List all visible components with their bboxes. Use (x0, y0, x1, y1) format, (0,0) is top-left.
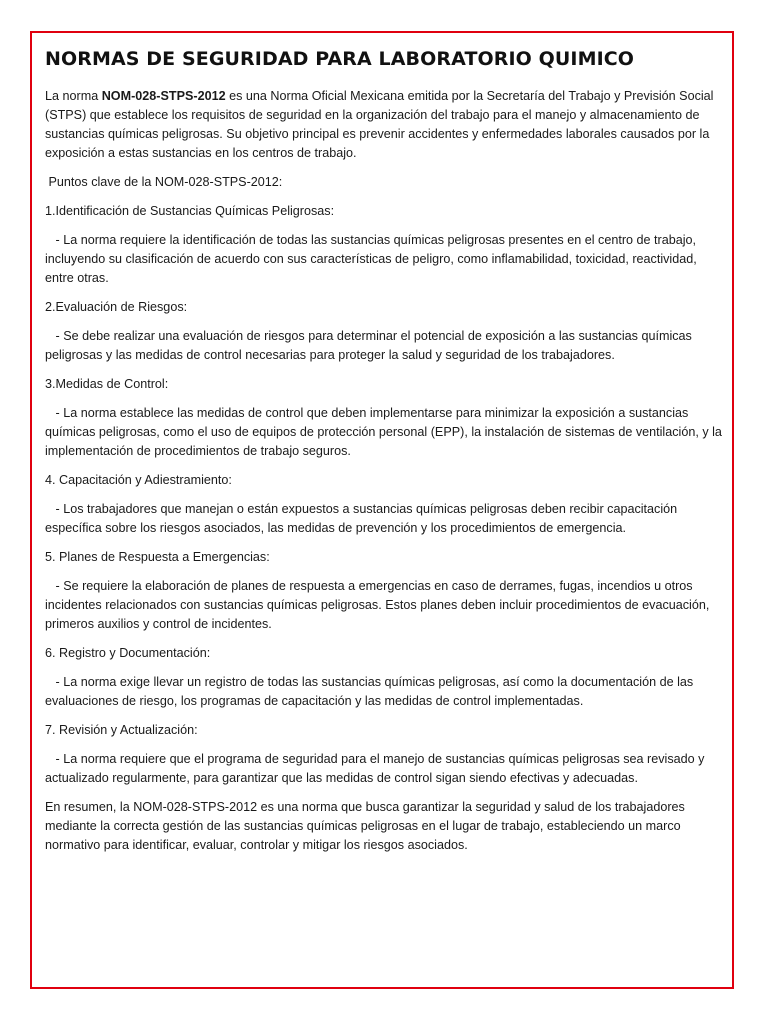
intro-prefix: La norma (45, 89, 102, 103)
intro-paragraph (45, 87, 725, 163)
section-5-text: - Se requiere la elaboración de planes de respuesta a emergencias en caso de derrames, fugas, incendios u otros incidentes relacionados con sustancias químicas peligrosas. Estos planes deben incluir procedimientos de evacuación, primeros auxilios y control de incidentes. (45, 579, 713, 631)
section-7-heading: 7. Revisión y Actualización: (45, 723, 198, 737)
section-4-heading: 4. Capacitación y Adiestramiento: (45, 473, 232, 487)
section-2-heading: 2.Evaluación de Riesgos: (45, 300, 188, 314)
section-4-text: - Los trabajadores que manejan o están expuestos a sustancias químicas peligrosas deben recibir capacitación específica sobre los riesgos asociados, las medidas de prevención y los procedimientos de emergencia. (45, 502, 681, 535)
section-6-text: - La norma exige llevar un registro de todas las sustancias químicas peligrosas, así como la documentación de las evaluaciones de riesgo, los programas de capacitación y las medidas de control implementadas. (45, 675, 697, 708)
intro-suffix: es una Norma Oficial Mexicana emitida por la Secretaría del Trabajo y Previsión Social (STPS) que establece los requisitos de seguridad en la organización del trabajo para el manejo y almacenamiento de sustancias químicas peligrosas. Su objetivo principal es prevenir accidentes y enfermedades laborales causados por la exposición a estas sustancias en los centros de trabajo. (45, 89, 714, 160)
section-6-heading: 6. Registro y Documentación: (45, 646, 211, 660)
document-body (45, 48, 725, 865)
section-3-text: - La norma establece las medidas de control que deben implementarse para minimizar la exposición a sustancias químicas peligrosas, como el uso de equipos de protección personal (EPP), la instalación de sistemas de ventilación, y la implementación de procedimientos de trabajo seguros. (45, 406, 726, 458)
section-5-heading: 5. Planes de Respuesta a Emergencias: (45, 550, 270, 564)
section-3-heading: 3.Medidas de Control: (45, 377, 169, 391)
intro-norm-code: NOM-028-STPS-2012 (101, 89, 226, 103)
key-points-heading: Puntos clave de la NOM-028-STPS-2012: (45, 175, 283, 189)
section-7-text: - La norma requiere que el programa de seguridad para el manejo de sustancias químicas peligrosas sea revisado y actualizado regularmente, para garantizar que las medidas de control sigan siendo efectivas y adecuadas. (45, 752, 708, 785)
section-1-text: - La norma requiere la identificación de todas las sustancias químicas peligrosas presentes en el centro de trabajo, incluyendo su clasificación de acuerdo con sus características de peligro, como inflamabilidad, toxicidad, reactividad, entre otras. (45, 233, 701, 285)
section-1-heading: 1.Identificación de Sustancias Químicas Peligrosas: (45, 204, 335, 218)
section-2-text: - Se debe realizar una evaluación de riesgos para determinar el potencial de exposición a las sustancias químicas peligrosas y las medidas de control necesarias para proteger la salud y seguridad de los trabajadores. (45, 329, 696, 362)
document-title: NORMAS DE SEGURIDAD PARA LABORATORIO QUIMICO (45, 48, 635, 70)
conclusion-paragraph: En resumen, la NOM-028-STPS-2012 es una norma que busca garantizar la seguridad y salud de los trabajadores mediante la correcta gestión de las sustancias químicas peligrosas en el lugar de trabajo, estableciendo un marco normativo para identificar, evaluar, controlar y mitigar los riesgos asociados. (45, 800, 685, 852)
